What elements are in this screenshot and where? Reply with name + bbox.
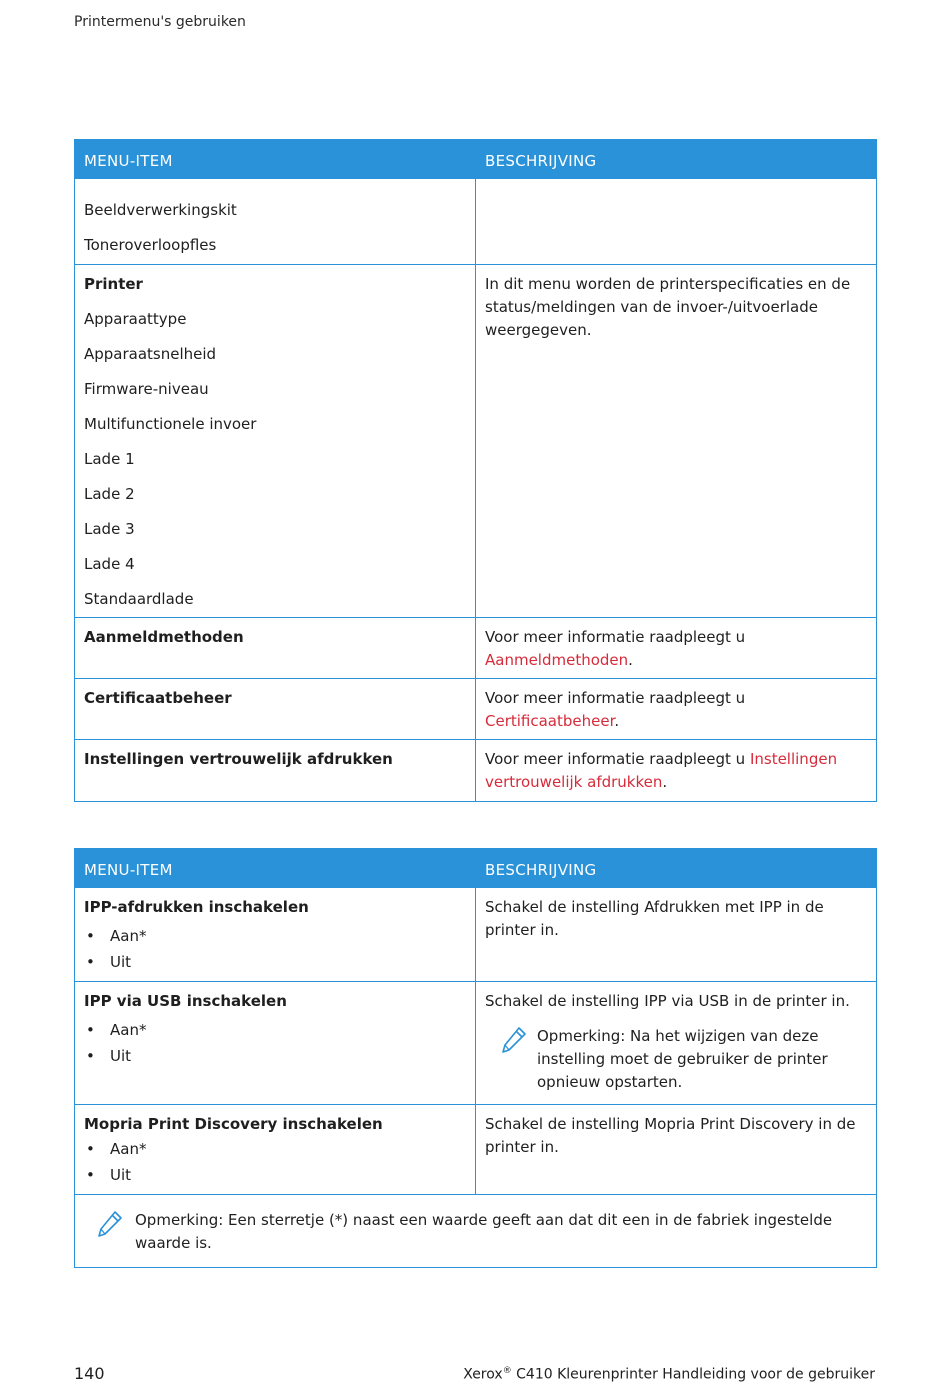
list-item	[84, 1017, 466, 1043]
description-punctuation: .	[662, 773, 668, 791]
option-label: Uit	[110, 953, 132, 971]
menu-item-title: IPP via USB inschakelen	[84, 992, 287, 1010]
menu-item-cell	[75, 265, 476, 618]
table-row	[75, 982, 877, 1105]
footer-title	[463, 1366, 875, 1383]
description-cell	[476, 265, 877, 618]
menu-item-label: Lade 2	[84, 485, 135, 503]
description-cell	[476, 679, 877, 740]
page-number: 140	[74, 1364, 105, 1383]
menu-item-cell	[75, 618, 476, 679]
footnote-cell	[75, 1195, 877, 1268]
description-text: Voor meer informatie raadpleegt u	[485, 628, 746, 646]
option-list	[84, 923, 466, 975]
description-cell	[476, 179, 877, 265]
description-text: Voor meer informatie raadpleegt u	[485, 750, 750, 768]
menu-item-label: Lade 4	[84, 555, 135, 573]
list-item	[84, 949, 466, 975]
footnote-note	[75, 1195, 876, 1259]
footnote-text: Opmerking: Een sterretje (*) naast een waarde geeft aan dat dit een in de fabriek ingestelde waarde is.	[135, 1211, 833, 1252]
menu-item-title: Certificaatbeheer	[84, 689, 232, 707]
bullet-icon: •	[86, 1140, 95, 1158]
footer-title-text: C410 Kleurenprinter Handleiding voor de gebruiker	[511, 1366, 875, 1383]
table-row	[75, 179, 877, 265]
menu-table-2	[74, 848, 877, 1268]
pencil-icon	[499, 1025, 529, 1055]
menu-item-title: Mopria Print Discovery inschakelen	[84, 1115, 383, 1133]
menu-item-title: Aanmeldmethoden	[84, 628, 244, 646]
menu-item-cell	[75, 982, 476, 1105]
option-label: Uit	[110, 1166, 132, 1184]
cross-reference-link[interactable]: Certificaatbeheer	[485, 712, 615, 730]
description-text: In dit menu worden de printerspecificaties en de status/meldingen van de invoer-/uitvoerlade weergegeven.	[485, 275, 851, 339]
footer-brand: Xerox	[463, 1366, 503, 1383]
column-header-menu-item: MENU-ITEM	[75, 140, 476, 179]
option-list	[84, 1017, 466, 1069]
menu-item-title: Printer	[84, 275, 143, 293]
menu-item-label: Firmware-niveau	[84, 380, 209, 398]
bullet-icon: •	[86, 953, 95, 971]
cross-reference-link[interactable]: Aanmeldmethoden	[485, 651, 629, 669]
bullet-icon: •	[86, 1047, 95, 1065]
registered-mark: ®	[502, 1366, 512, 1376]
description-punctuation: .	[614, 712, 620, 730]
list-item	[84, 1136, 466, 1162]
bullet-icon: •	[86, 1021, 95, 1039]
menu-item-label: Apparaatsnelheid	[84, 345, 217, 363]
table-header-row	[75, 140, 877, 179]
pencil-icon	[95, 1209, 125, 1239]
menu-item-cell	[75, 179, 476, 265]
bullet-icon: •	[86, 1166, 95, 1184]
menu-item-label: Beeldverwerkingskit	[84, 201, 237, 219]
menu-table-1	[74, 139, 877, 802]
table-row	[75, 265, 877, 618]
description-cell	[476, 888, 877, 982]
column-header-description: BESCHRIJVING	[476, 849, 877, 888]
menu-item-label: Lade 3	[84, 520, 135, 538]
option-label: Aan*	[110, 1140, 147, 1158]
description-text: Schakel de instelling IPP via USB in de printer in.	[485, 992, 850, 1010]
list-item	[84, 923, 466, 949]
table-row	[75, 618, 877, 679]
table-header-row	[75, 849, 877, 888]
note-box	[485, 1025, 867, 1094]
list-item	[84, 1162, 466, 1188]
description-punctuation: .	[628, 651, 633, 669]
option-label: Aan*	[110, 1021, 147, 1039]
description-text: Voor meer informatie raadpleegt u	[485, 689, 746, 707]
bullet-icon: •	[86, 927, 95, 945]
column-header-menu-item: MENU-ITEM	[75, 849, 476, 888]
menu-item-label: Lade 1	[84, 450, 135, 468]
menu-item-label: Standaardlade	[84, 590, 194, 608]
note-text: Opmerking: Na het wijzigen van deze instelling moet de gebruiker de printer opnieuw opstarten.	[537, 1027, 828, 1091]
menu-item-cell	[75, 740, 476, 802]
menu-item-label: Apparaattype	[84, 310, 187, 328]
table-row	[75, 888, 877, 982]
menu-item-title: Instellingen vertrouwelijk afdrukken	[84, 750, 393, 768]
description-text: Schakel de instelling Afdrukken met IPP in de printer in.	[485, 898, 824, 939]
menu-item-title: IPP-afdrukken inschakelen	[84, 898, 309, 916]
footnote-row	[75, 1195, 877, 1268]
menu-item-label: Toneroverloopfles	[84, 236, 217, 254]
description-cell	[476, 618, 877, 679]
menu-item-label: Multifunctionele invoer	[84, 415, 257, 433]
table-row	[75, 740, 877, 802]
table-row	[75, 679, 877, 740]
description-cell	[476, 740, 877, 802]
option-label: Aan*	[110, 927, 147, 945]
table-row	[75, 1105, 877, 1195]
cross-reference-link[interactable]: Instellingen vertrouwelijk afdrukken	[485, 750, 838, 791]
column-header-description: BESCHRIJVING	[476, 140, 877, 179]
running-header: Printermenu's gebruiken	[74, 14, 246, 30]
option-label: Uit	[110, 1047, 132, 1065]
description-cell	[476, 982, 877, 1105]
menu-item-cell	[75, 679, 476, 740]
menu-item-cell	[75, 1105, 476, 1195]
description-text: Schakel de instelling Mopria Print Discovery in de printer in.	[485, 1115, 856, 1156]
list-item	[84, 1043, 466, 1069]
description-cell	[476, 1105, 877, 1195]
menu-item-cell	[75, 888, 476, 982]
option-list	[84, 1136, 466, 1188]
